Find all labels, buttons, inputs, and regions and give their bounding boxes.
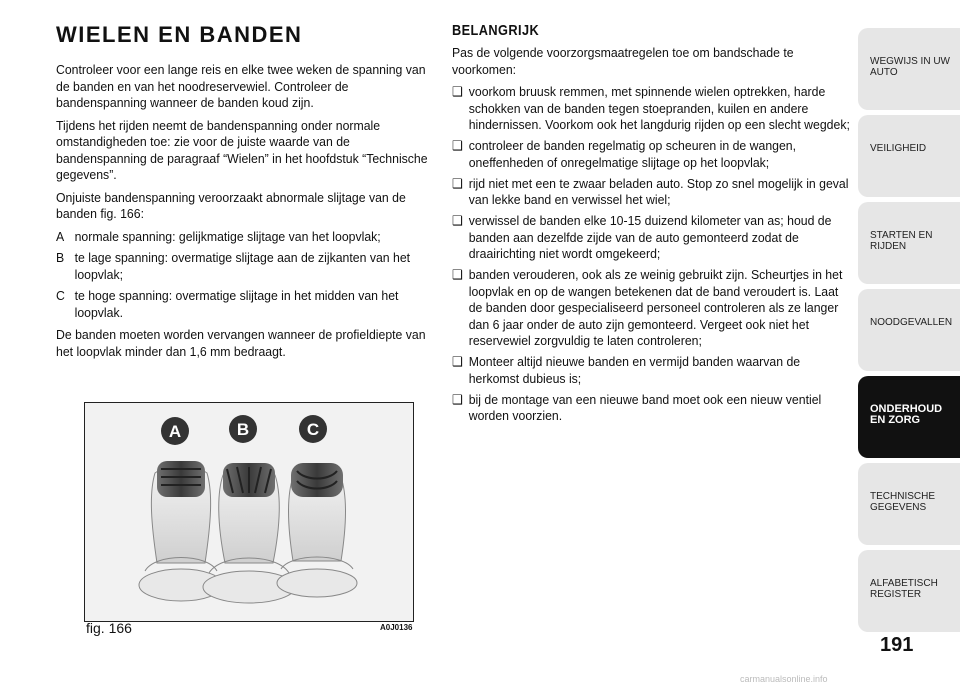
intro-paragraph-3: Onjuiste bandenspanning veroorzaakt abnormale slijtage van de banden fig. 166:	[56, 189, 406, 221]
bullet-box-icon: ❑	[452, 175, 463, 191]
label-c	[299, 415, 327, 443]
bullet-box-icon: ❑	[452, 354, 463, 369]
page-number: 191	[880, 634, 914, 656]
tab-starten-en-rijden[interactable]: STARTEN EN RIJDEN	[858, 202, 960, 284]
intro-paragraph-1: Controleer voor een lange reis en elke twee weken de spanning van de banden en van het noodreservewiel. Controleer de bandenspanning wanneer de banden koud zijn.	[56, 62, 426, 110]
svg-text:A: A	[168, 422, 182, 441]
tyre-c	[277, 463, 357, 597]
wear-item-text: normale spanning: gelijkmatige slijtage van het loopvlak;	[74, 228, 381, 244]
wear-item-text: te hoge spanning: overmatige slijtage in het midden van het loopvlak.	[74, 288, 399, 320]
closing-paragraph: De banden moeten worden vervangen wanneer de profieldiepte van het loopvlak minder dan 1,6 mm bedraagt.	[56, 327, 426, 359]
wear-item-b	[56, 250, 440, 283]
label-b	[229, 415, 257, 443]
tab-noodgevallen[interactable]: NOODGEVALLEN	[858, 289, 960, 371]
bullet-text: voorkom bruusk remmen, met spinnende wielen optrekken, harde schokken van de banden tegen stoepranden, kuilen en andere hindernissen. Voorkom ook het langdurig rijden op een slecht wegdek;	[468, 84, 850, 132]
bullet-box-icon: ❑	[452, 213, 463, 228]
left-column	[56, 22, 440, 366]
bullet-text: Monteer altijd nieuwe banden en vermijd banden waarvan de herkomst dubieus is;	[468, 354, 801, 386]
right-column	[452, 22, 852, 429]
bullet-item	[452, 392, 852, 425]
tab-veiligheid[interactable]: VEILIGHEID	[858, 115, 960, 197]
important-heading: BELANGRIJK	[452, 22, 540, 39]
bullet-box-icon: ❑	[452, 391, 463, 407]
bullet-item	[452, 267, 852, 350]
intro-paragraph-2: Tijdens het rijden neemt de bandenspanning onder normale omstandigheden toe: zie voor de juiste waarde van de bandenspanning de paragraaf “Wielen” in het hoofdstuk “Technische gegevens”.	[56, 117, 428, 182]
figure-code: A0J0136	[380, 623, 413, 632]
wear-item-letter: A	[56, 228, 65, 244]
tyre-wear-figure	[84, 402, 414, 622]
important-intro: Pas de volgende voorzorgsmaatregelen toe om bandschade te voorkomen:	[452, 45, 794, 77]
figure-caption: fig. 166	[86, 620, 132, 636]
bullet-item	[452, 138, 852, 171]
section-title: WIELEN EN BANDEN	[56, 22, 303, 47]
bullet-item	[452, 354, 852, 387]
bullet-box-icon: ❑	[452, 84, 463, 99]
bullet-box-icon: ❑	[452, 138, 463, 153]
wear-item-letter: C	[56, 288, 65, 303]
tab-technische-gegevens[interactable]: TECHNISCHE GEGEVENS	[858, 463, 960, 545]
bullet-text: controleer de banden regelmatig op scheuren in de wangen, oneffenheden of onregelmatige slijtage op het loopvlak;	[468, 138, 797, 170]
bullet-text: bij de montage van een nieuwe band moet ook een nieuw ventiel worden voorzien.	[468, 391, 822, 423]
chapter-tabs	[858, 28, 960, 637]
bullet-item	[452, 84, 852, 134]
svg-text:C: C	[306, 420, 320, 439]
bullet-text: rijd niet met een te zwaar beladen auto. Stop zo snel mogelijk in geval van lekke band en verwissel het wiel;	[468, 175, 849, 207]
wear-item-c	[56, 288, 440, 321]
tab-wegwijs[interactable]: WEGWIJS IN UW AUTO	[858, 28, 960, 110]
tab-alfabetisch-register[interactable]: ALFABETISCH REGISTER	[858, 550, 960, 632]
wear-item-text: te lage spanning: overmatige slijtage aan de zijkanten van het loopvlak;	[74, 250, 411, 282]
important-bullets	[452, 84, 852, 425]
bullet-box-icon: ❑	[452, 267, 463, 282]
tyre-wear-illustration	[85, 403, 413, 621]
wear-list	[56, 229, 440, 322]
footer-watermark: carmanualsonline.info	[740, 674, 828, 684]
bullet-item	[452, 213, 852, 263]
bullet-item	[452, 176, 852, 209]
svg-text:B: B	[236, 420, 250, 439]
wear-item-letter: B	[56, 250, 65, 265]
wear-item-a	[56, 229, 440, 246]
bullet-text: banden verouderen, ook als ze weinig gebruikt zijn. Scheurtjes in het loopvlak en op de wangen betekenen dat de band veroudert is. Laat de banden door gespecialiseerd personeel controleren als ze langer dan 6 jaar onder de auto zijn gemonteerd. Vergeet ook niet het reservewiel zorgvuldig te laten controleren;	[468, 267, 843, 348]
bullet-text: verwissel de banden elke 10-15 duizend kilometer van as; houd de banden aan dezelfde zijde van de auto gemonteerd zodat de draairichting niet wordt omgekeerd;	[468, 213, 832, 261]
tab-onderhoud-en-zorg[interactable]: ONDERHOUD EN ZORG	[858, 376, 960, 458]
label-a	[161, 417, 189, 445]
